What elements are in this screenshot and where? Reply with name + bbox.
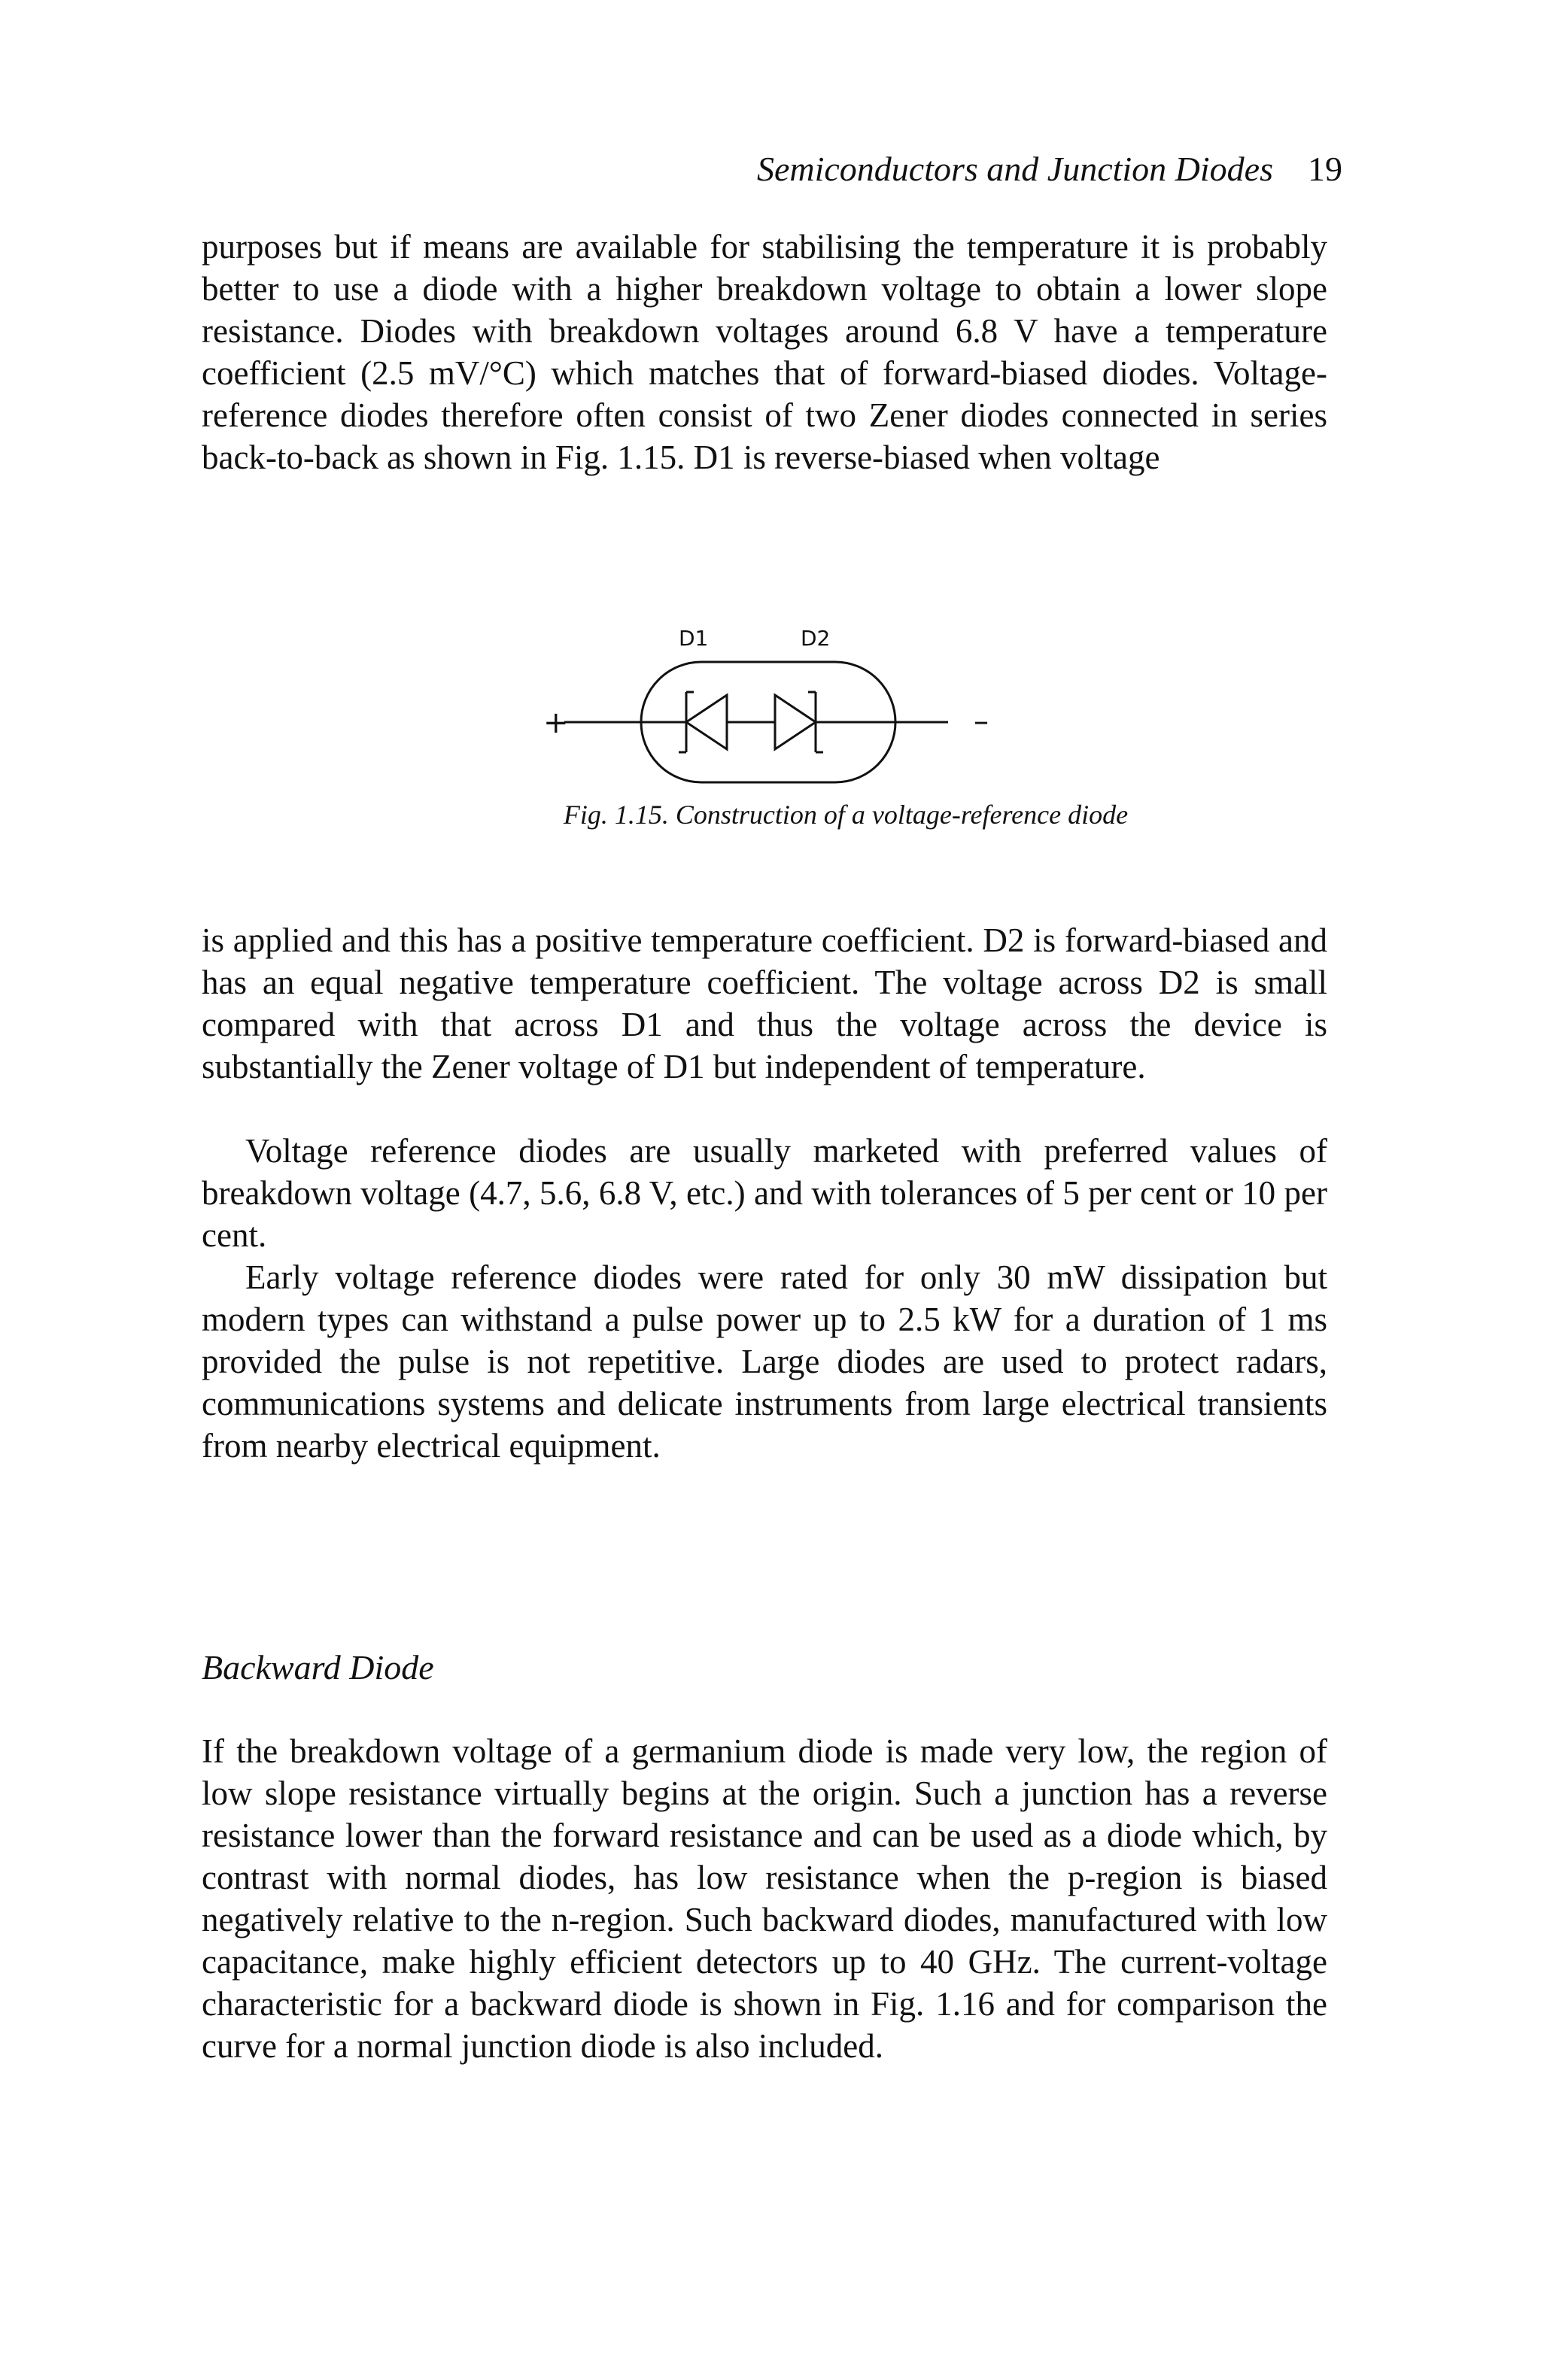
plus-terminal: + [543,706,569,740]
d2-zener-symbol [752,692,895,752]
paragraph-backward-diode: If the breakdown voltage of a germanium diode is made very low, the region of low slope resistance virtually begins at the origin. Such a junction has a reverse resistance lower than the forward resistance and can be used as a diode which, by contrast with normal diodes, has low resistance when the p-region is biased negatively relative to the n-region. Such backward diodes, manufactured with low capacitance, make highly efficient detectors up to 40 GHz. The current-voltage characteristic for a backward diode is shown in Fig. 1.16 and for comparison the curve for a normal junction diode is also included. [202,1732,1327,2065]
voltage-reference-diode-figure [527,617,1008,797]
running-title: Semiconductors and Junction Diodes [756,150,1273,188]
paragraph-preferred-values: Voltage reference diodes are usually marketed with preferred values of breakdown voltage (4.7, 5.6, 6.8 V, etc.) and with tolerances of 5 per cent or 10 per cent. [202,1132,1327,1254]
paragraph-early-diodes: Early voltage reference diodes were rated for only 30 mW dissipation but modern types can withstand a pulse power up to 2.5 kW for a duration of 1 ms provided the pulse is not repetitive. Large diodes are used to protect radars, communications systems and delicate instruments from large electrical transients from nearby electrical equipment. [202,1258,1327,1465]
label-d1: D1 [679,626,709,651]
page-number: 19 [1308,150,1342,188]
paragraph-d2-forward-biased: is applied and this has a positive temperature coefficient. D2 is forward-biased and has an equal negative temperature coefficient. The voltage across D2 is small compared with that across D1 and thus the voltage across the device is substantially the Zener voltage of D1 but independent of temperature. [202,921,1327,1085]
d1-zener-symbol [641,692,752,752]
minus-terminal: – [974,704,989,739]
section-heading-backward-diode: Backward Diode [202,1648,434,1686]
figure-caption: Fig. 1.15. Construction of a voltage-reference diode [563,800,1129,830]
diode-schematic [527,617,1008,797]
paragraph-stabilising: purposes but if means are available for stabilising the temperature it is probably better to use a diode with a higher breakdown voltage to obtain a lower slope resistance. Diodes with breakdown voltages around 6.8 V have a temperature coefficient (2.5 mV/°C) which matches that of forward-biased diodes. Voltage-reference diodes therefore often consist of two Zener diodes connected in series back-to-back as shown in Fig. 1.15. D1 is reverse-biased when voltage [202,228,1327,476]
label-d2: D2 [801,626,831,651]
